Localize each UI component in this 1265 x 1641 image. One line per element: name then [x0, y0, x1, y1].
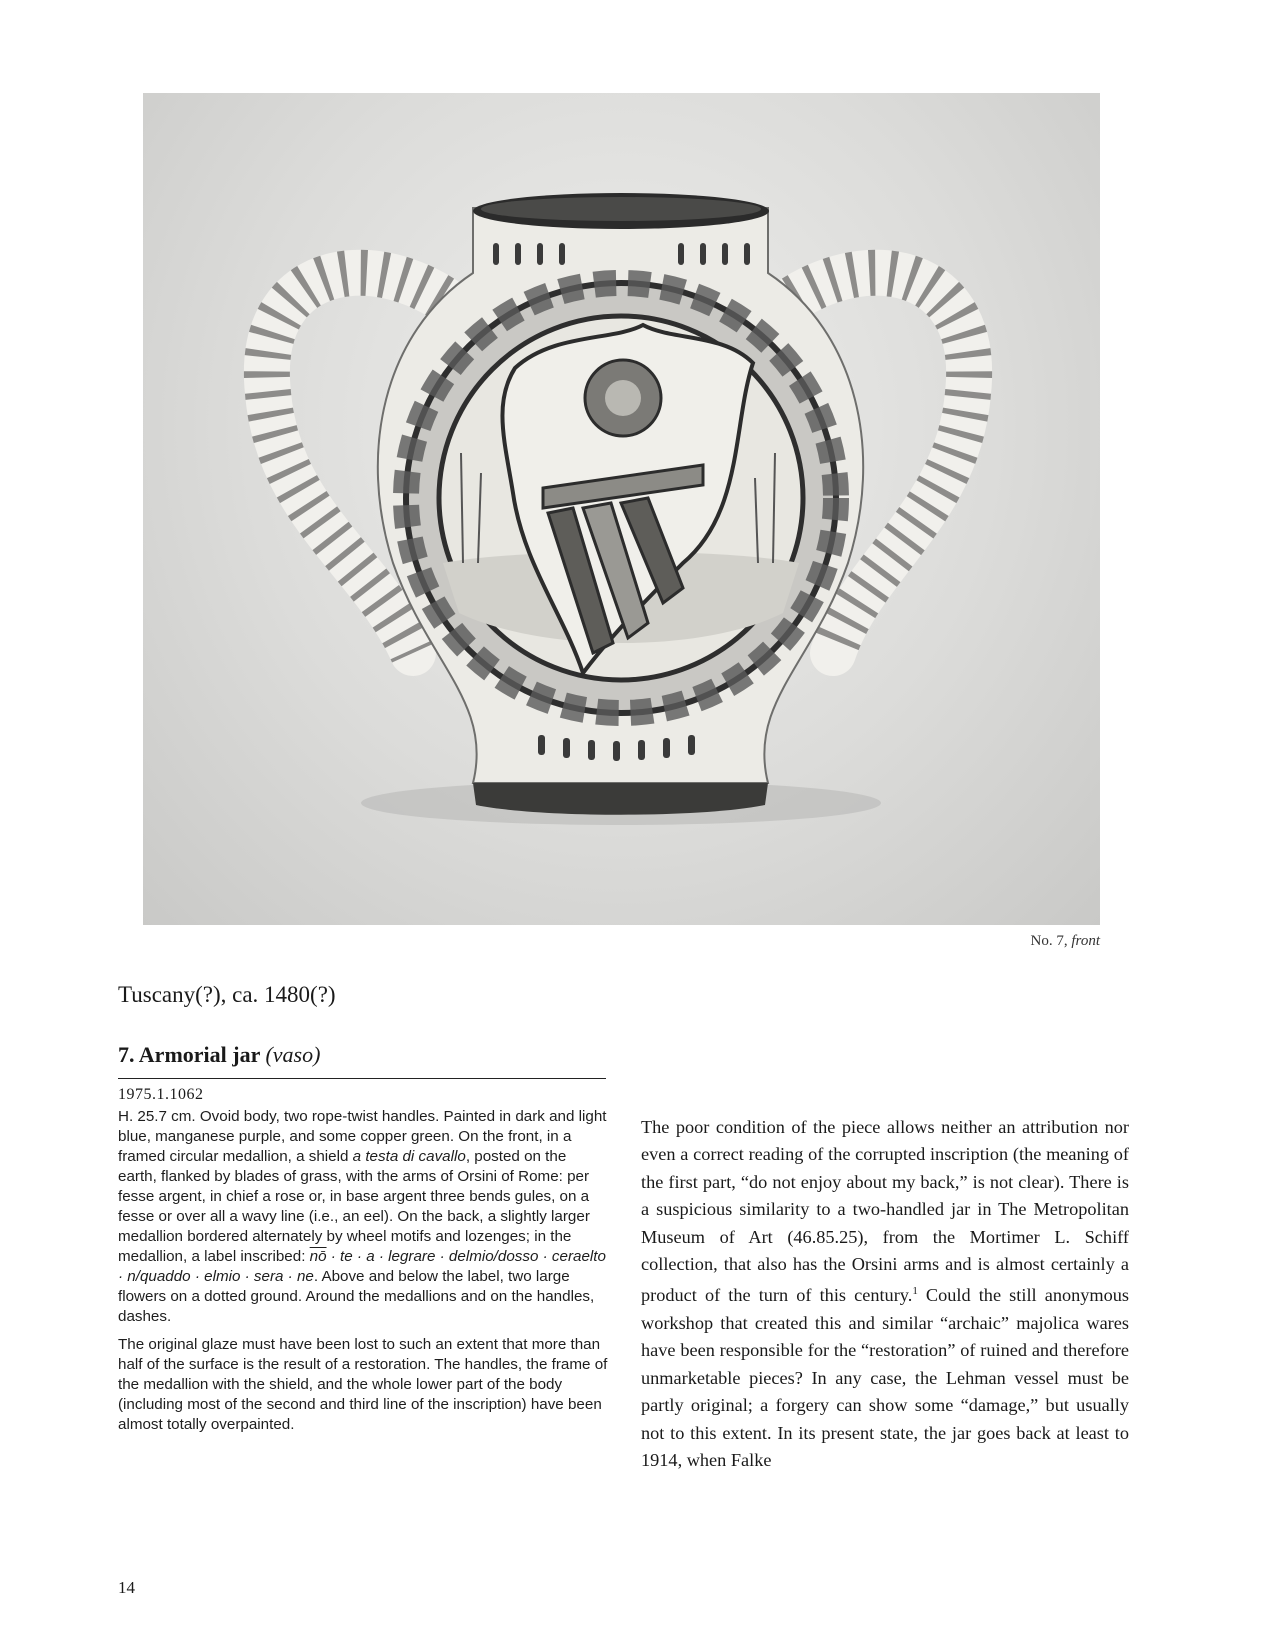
- footnote-marker: 1: [912, 1285, 918, 1298]
- caption-number: No. 7,: [1030, 933, 1072, 949]
- commentary-paragraph: [641, 1114, 1129, 1474]
- commentary-text: Could the still anonymous workshop that created this and similar “archaic” majolica wares have been responsible for the “restoration” of ruined and therefore unmarketable pieces? In any case, the Lehman vessel must be partly original; a forgery can show some “damage,” but usually not to this extent. In its present state, the jar goes back at least to 1914, when Falke: [641, 1285, 1129, 1470]
- jar-illustration: [143, 93, 1100, 925]
- entry-title-number: 7. Armorial jar: [118, 1042, 266, 1067]
- caption-view: front: [1071, 933, 1100, 949]
- description-paragraph-1: [118, 1107, 608, 1327]
- entry-title-italic: (vaso): [265, 1042, 321, 1067]
- accession-number: 1975.1.1062: [118, 1086, 204, 1103]
- commentary-column: [641, 1114, 1129, 1474]
- description-text: , posted on the earth, flanked by blades of grass, with the arms of Orsini of Rome: per fesse argent, in chief a rose or, in base argent three bends gules, on a fesse or over all a wavy line (i.e., an eel). On the back, a slightly larger medallion bordered alternately by wheel motifs and lozenges; in the medallion, a label inscribed:: [118, 1148, 590, 1265]
- inscription-text: · te · a · legrare · delmio/dosso · ceraelto · n/quaddo · elmio · sera · ne: [118, 1248, 606, 1285]
- description-paragraph-2: The original glaze must have been lost to such an extent that more than half of the surface is the result of a restoration. The handles, the frame of the medallion with the shield, and the whole lower part of the body (including most of the second and third line of the inscription) have been almost totally overpainted.: [118, 1336, 608, 1433]
- origin-date: Tuscany(?), ca. 1480(?): [118, 982, 336, 1007]
- title-rule: [118, 1078, 606, 1079]
- jar-photograph: [143, 93, 1100, 925]
- description-italic-term: a testa di cavallo: [352, 1148, 466, 1165]
- page-number: 14: [118, 1578, 135, 1597]
- figure-caption: [1031, 933, 1100, 950]
- commentary-text: The poor condition of the piece allows neither an attribution nor even a correct reading of the corrupted inscription (the meaning of the first part, “do not enjoy about my back,” is not clear). There is a suspicious similarity to a two-handled jar in The Metropolitan Museum of Art (46.85.25), from the Mortimer L. Schiff collection, that also has the Orsini arms and is almost certainly a product of the turn of this century.: [641, 1117, 1129, 1306]
- description-text: H. 25.7 cm. Ovoid body, two rope-twist handles. Painted in dark and light blue, manganese purple, and some copper green. On the front, in a framed circular medallion, a shield: [118, 1108, 607, 1165]
- inscription-abbrev: $\overline{nō}$: [309, 1248, 327, 1265]
- entry-title: [118, 1042, 320, 1068]
- description-column: [118, 1107, 608, 1443]
- description-text: . Above and below the label, two large flowers on a dotted ground. Around the medallions and on the handles, dashes.: [118, 1268, 595, 1325]
